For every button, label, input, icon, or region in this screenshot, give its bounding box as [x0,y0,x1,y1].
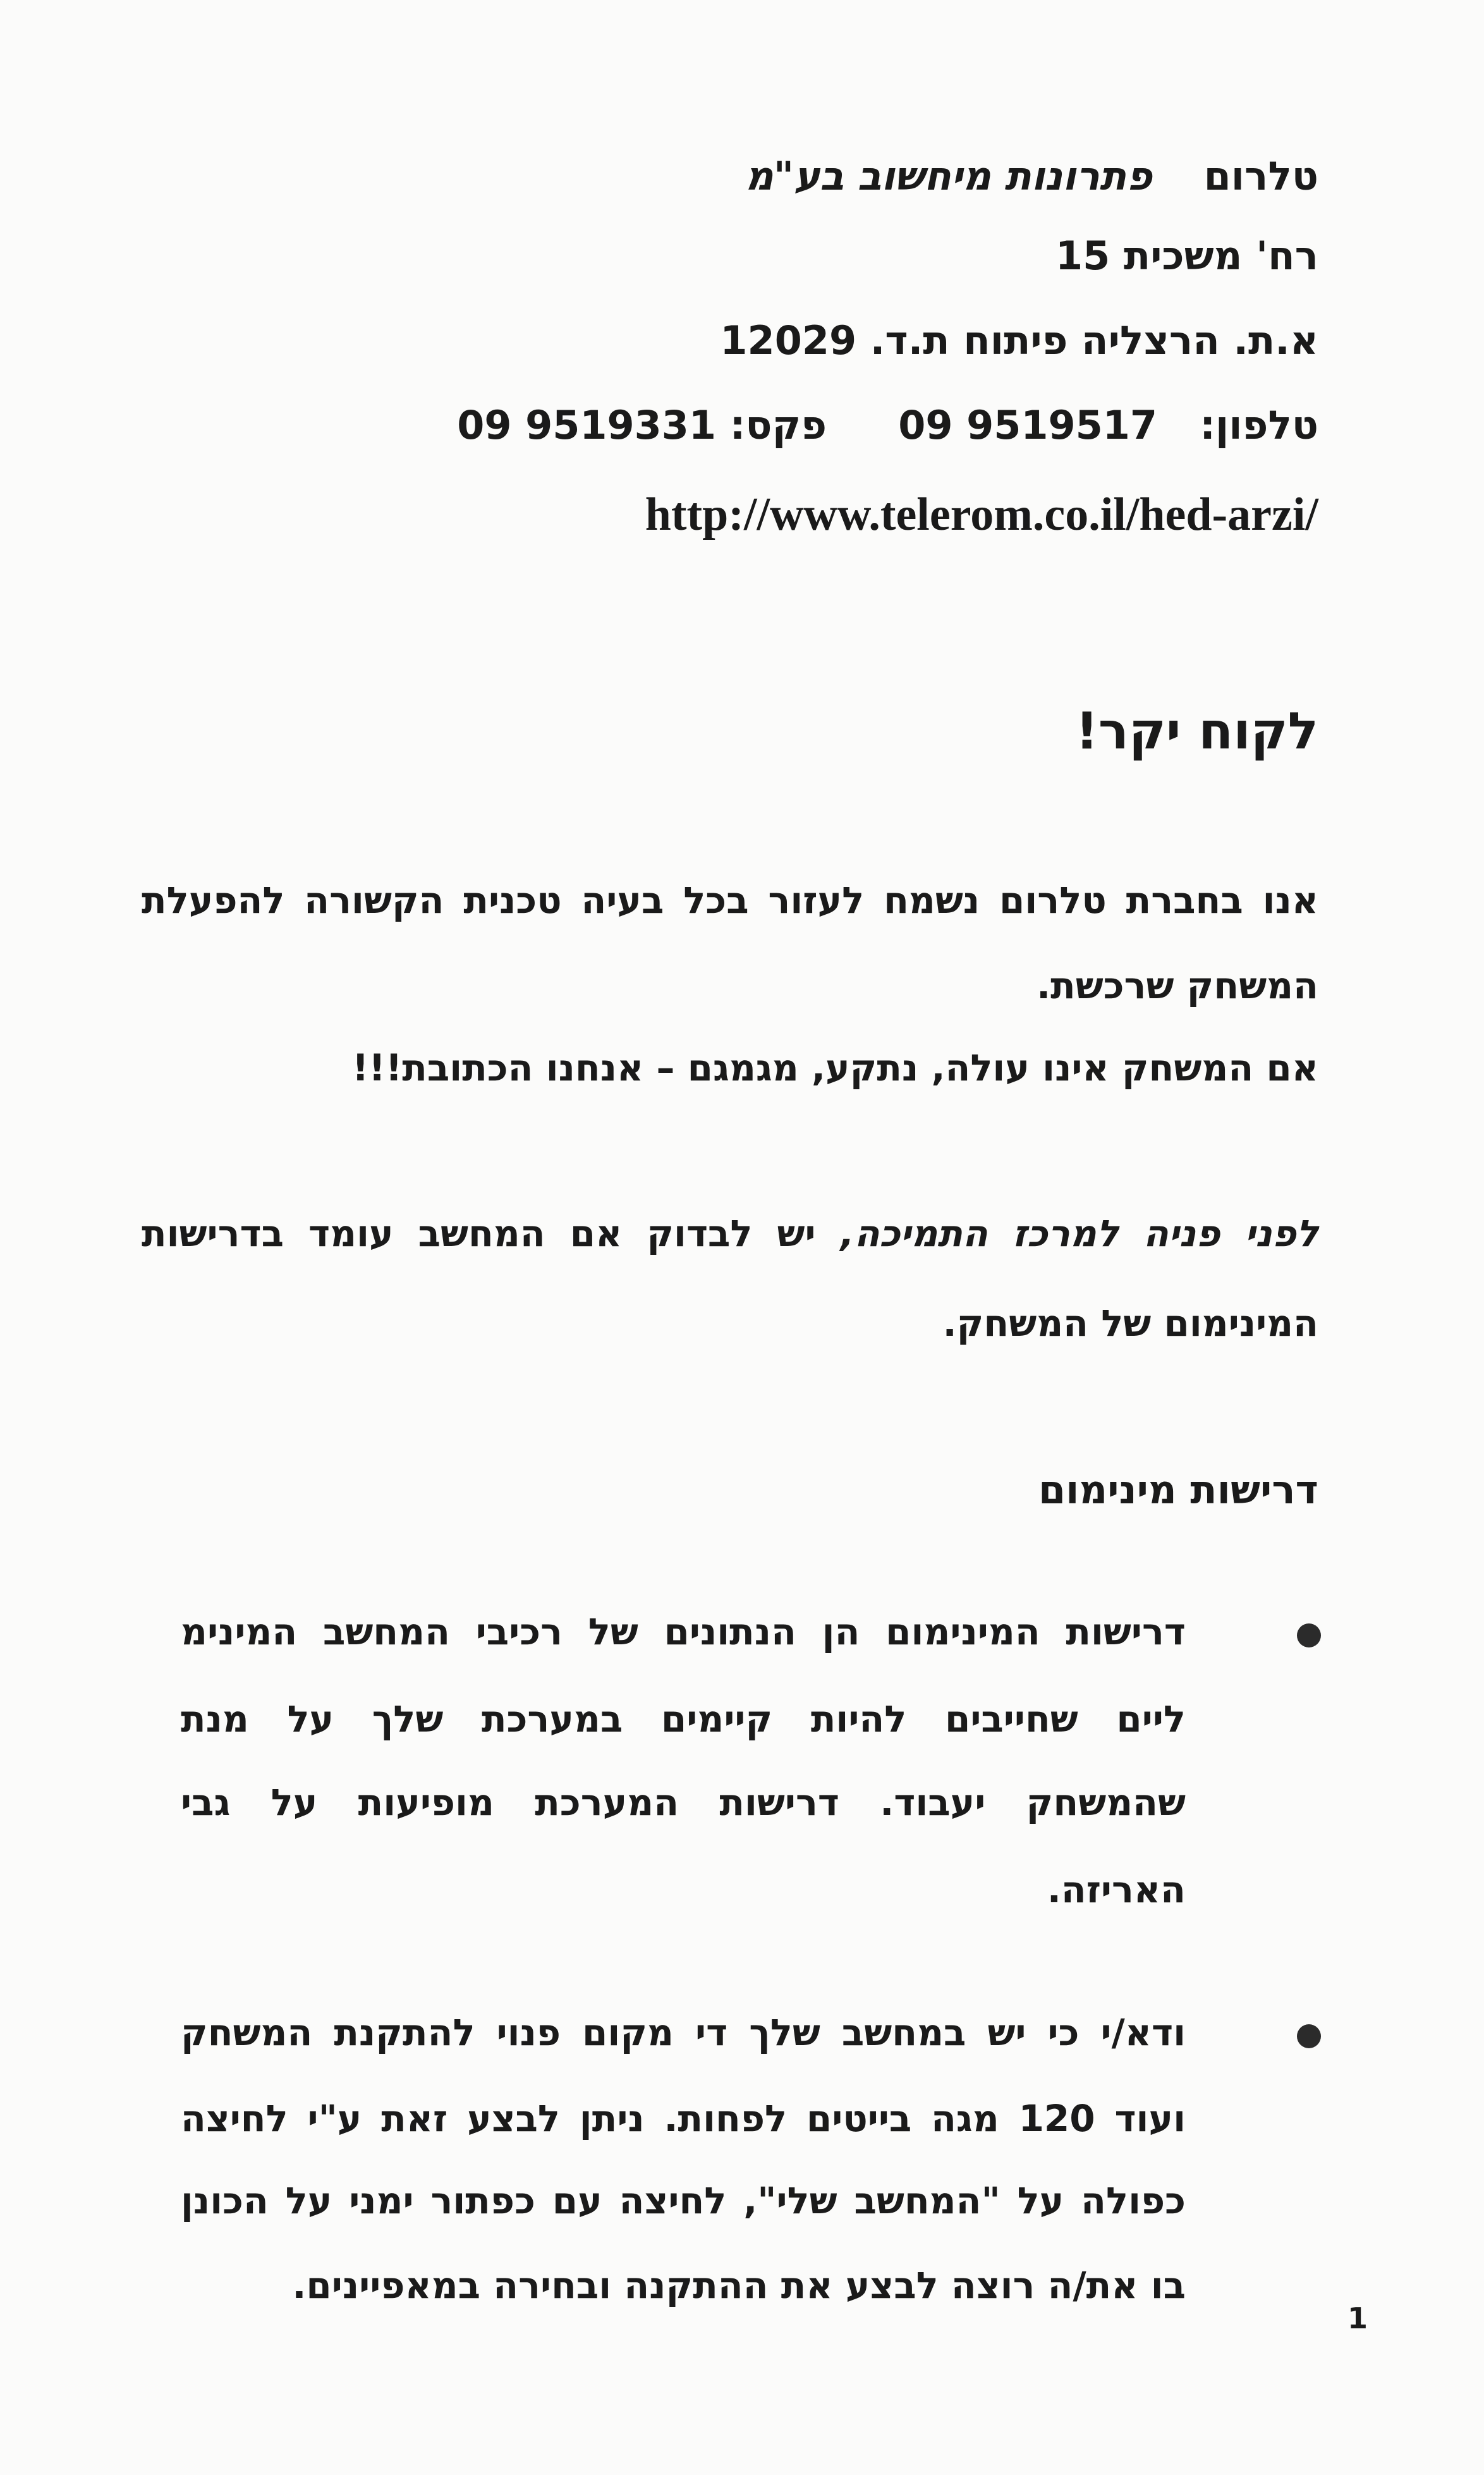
support-note-rest: יש לבדוק אם המחשב עומד בדרישות [142,1212,816,1255]
bullet-1-line-3: שהמשחק יעבוד. דרישות המערכת מופיעות על גבי [181,1781,1186,1824]
intro-line-3: אם המשחק אינו עולה, נתקע, מגמגם – אנחנו הכתובת!!! [351,1046,1318,1089]
bullet-2-line-1: ודא/י כי יש במחשב שלך די מקום פנוי להתקנת המשחק [181,2011,1186,2054]
support-note-line-2: המינימום של המשחק. [942,1302,1318,1345]
bullet-2-line-2: ועוד 120 מגה בייטים לפחות. ניתן לבצע זאת ע"י לחיצה [181,2097,1186,2140]
bullet-1-line-2: ליים שחייבים להיות קיימים במערכת שלך על מנת [181,1697,1186,1740]
website-url: http://www.telerom.co.il/hed-arzi/ [645,489,1318,541]
support-note-line-1 [142,1212,1319,1255]
company-line [745,153,1318,199]
intro-line-1: אנו בחברת טלרום נשמח לעזור בכל בעיה טכנית הקשורה להפעלת [142,879,1318,922]
fax-label: פקס: [729,402,827,448]
bullet-1-line-1: דרישות המינימום הן הנתונים של רכיבי המחשב המינימ [181,1610,1186,1653]
bullet-2-line-4: בו את/ה רוצה לבצע את ההתקנה ובחירה במאפיינים. [292,2264,1186,2307]
company-subtitle: פתרונות מיחשוב בע"מ [745,153,1152,199]
bullet-dot [1297,2024,1321,2048]
city-po-box: א.ת. הרצליה פיתוח ת.ד. 12029 [720,317,1318,364]
company-name: טלרום [1203,153,1318,199]
phone-number: 09 9519517 [898,402,1158,448]
fax-number: 09 9519331 [457,402,717,448]
support-note-emphasis: לפני פניה למרכז התמיכה, [840,1212,1319,1255]
page-number: 1 [1347,2301,1368,2335]
intro-line-2: המשחק שרכשת. [1037,964,1318,1007]
greeting-heading: לקוח יקר! [1075,702,1318,761]
street-address: רח' משכית 15 [1055,233,1318,279]
phone-label: טלפון: [1200,402,1318,448]
section-heading: דרישות מינימום [1038,1467,1318,1513]
bullet-dot [1297,1623,1321,1647]
bullet-2-line-3: כפולה על "המחשב שלי", לחיצה עם כפתור ימני על הכונן [181,2179,1186,2222]
bullet-1-line-4: האריזה. [1047,1868,1186,1911]
phone-fax-line [457,402,1318,448]
